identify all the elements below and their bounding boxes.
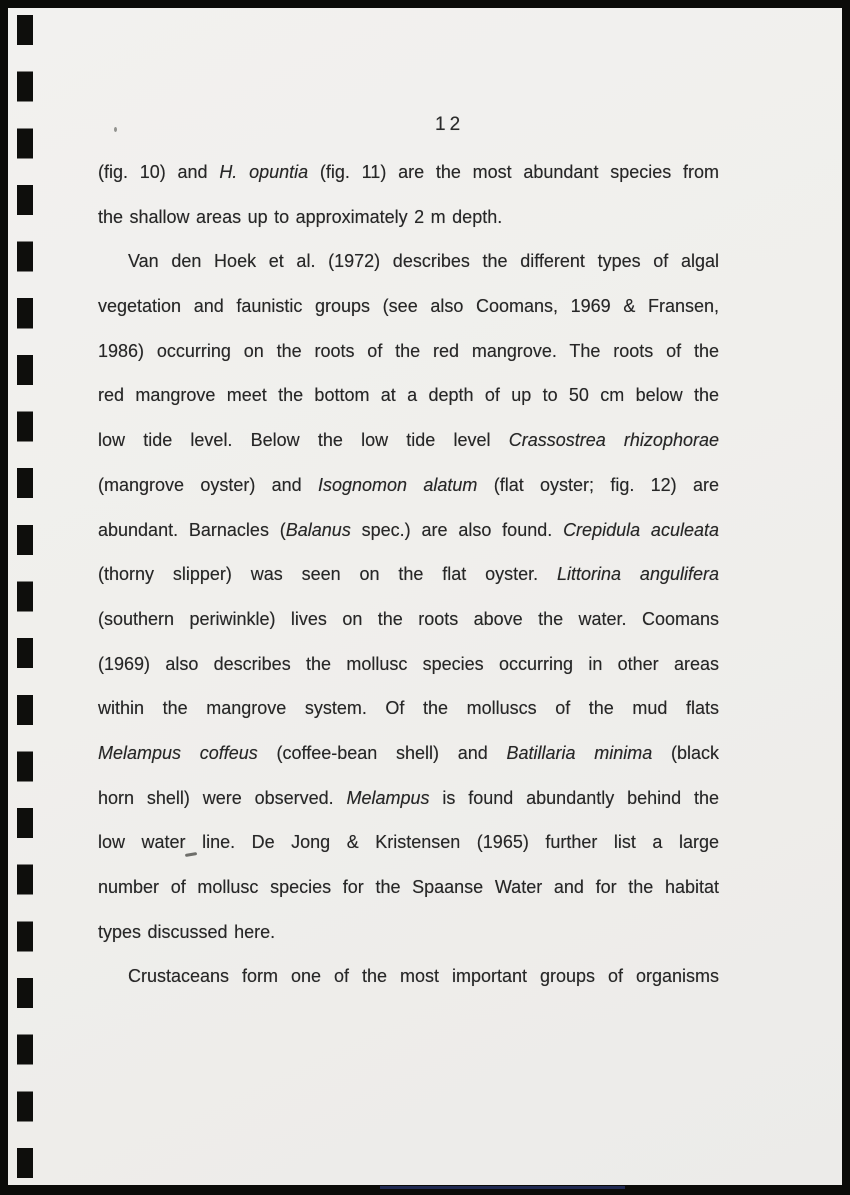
species-name: Batillaria minima xyxy=(506,742,653,763)
text-line xyxy=(98,150,719,195)
text-line xyxy=(98,642,719,687)
scan-artifact-speck xyxy=(114,127,117,132)
text-run: (mangrove oyster) and xyxy=(98,474,318,495)
text-run: is found abundantly behind the xyxy=(429,787,719,808)
species-name: Crepidula aculeata xyxy=(563,519,719,540)
text-run: (black xyxy=(652,742,719,763)
body-text xyxy=(98,150,719,999)
text-line xyxy=(98,329,719,374)
scan-artifact-blue-line xyxy=(380,1186,625,1189)
text-line xyxy=(98,865,719,910)
text-run: 1986) occurring on the roots of the red mangrove. The roots of the xyxy=(98,340,719,361)
document-page xyxy=(8,8,842,1185)
species-name: Melampus coffeus xyxy=(98,742,258,763)
text-run: (thorny slipper) was seen on the flat oyster. xyxy=(98,564,558,585)
text-run: spec.) are also found. xyxy=(350,519,564,540)
text-run: number of mollusc species for the Spaanse Water and for the habitat xyxy=(98,877,719,897)
text-run: (1969) also describes the mollusc species occurring in other areas xyxy=(98,653,719,674)
species-name: Isognomon alatum xyxy=(318,474,478,495)
text-run: (coffee-bean shell) and xyxy=(257,742,507,763)
text-run: (fig. 10) and xyxy=(98,162,220,182)
text-run: red mangrove meet the bottom at a depth of up to 50 cm below the xyxy=(98,385,719,406)
text-run: the shallow areas up to approximately 2 m depth. xyxy=(98,206,503,227)
text-run: within the mangrove system. Of the molluscs of the mud flats xyxy=(98,698,719,719)
text-line xyxy=(98,463,719,508)
text-run: types discussed here. xyxy=(98,921,276,942)
text-run: low tide level. Below the low tide level xyxy=(98,430,509,451)
text-line xyxy=(98,552,719,597)
text-line xyxy=(98,731,719,776)
text-line xyxy=(98,373,719,418)
binding-holes xyxy=(17,15,33,1185)
text-line xyxy=(98,910,719,955)
text-line xyxy=(98,195,719,240)
text-line xyxy=(98,820,719,865)
text-run: (flat oyster; fig. 12) are xyxy=(477,474,719,495)
species-name: Balanus xyxy=(285,519,351,540)
text-run: horn shell) were observed. xyxy=(98,787,347,808)
species-name: Melampus xyxy=(346,787,430,808)
text-run: (fig. 11) are the most abundant species from xyxy=(308,162,719,182)
text-run: (southern periwinkle) lives on the roots above the water. Coomans xyxy=(98,608,719,629)
text-line xyxy=(98,508,719,553)
species-name: H. opuntia xyxy=(219,162,309,182)
text-line xyxy=(98,954,719,999)
text-line xyxy=(98,284,719,329)
text-run: Crustaceans form one of the most important groups of organisms xyxy=(128,966,719,987)
text-line xyxy=(98,776,719,821)
page-number: 12 xyxy=(435,114,465,135)
text-line xyxy=(98,239,719,284)
text-run: vegetation and faunistic groups (see also Coomans, 1969 & Fransen, xyxy=(98,296,719,317)
text-line xyxy=(98,418,719,463)
text-run: Van den Hoek et al. (1972) describes the different types of algal xyxy=(128,251,719,272)
text-line xyxy=(98,686,719,731)
species-name: Littorina angulifera xyxy=(557,564,719,585)
species-name: Crassostrea rhizophorae xyxy=(508,430,719,451)
text-run: low water line. De Jong & Kristensen (1965) further list a large xyxy=(98,832,719,853)
text-line xyxy=(98,597,719,642)
text-run: abundant. Barnacles ( xyxy=(98,519,286,540)
